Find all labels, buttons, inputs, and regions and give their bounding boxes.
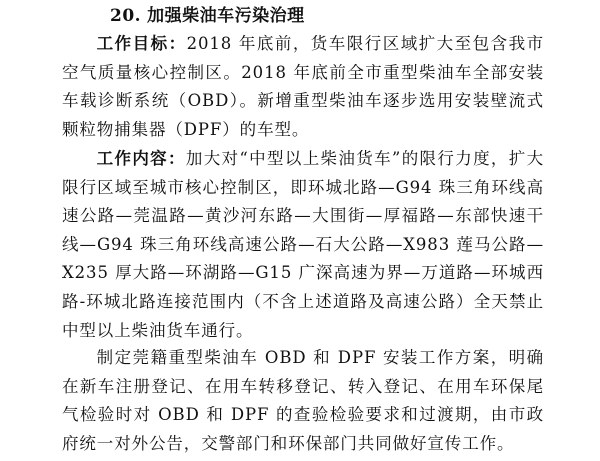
section-title: 加强柴油车污染治理 — [147, 6, 305, 26]
work-content-paragraph — [62, 145, 544, 345]
work-goal-label: 工作目标： — [96, 34, 187, 53]
installation-plan-text: 制定莞籍重型柴油车 OBD 和 DPF 安装工作方案，明确在新车注册登记、在用车转移登记、转入登记、在用车环保尾气检验时对 OBD 和 DPF 的查验检验要求和过渡期，由市政府统一对外公告，交警部门和环保部门共同做好宣传工作。 — [62, 348, 544, 453]
work-content-text: 加大对“中型以上柴油货车”的限行力度，扩大限行区域至城市核心控制区，即环城北路—G94 珠三角环线高速公路—莞温路—黄沙河东路—大围街—厚福路—东部快速干线—G94 珠三角环线高速公路—石大公路—X983 莲马公路—X235 厚大路—环湖路—G15 广深高速为界—万道路—环城西路-环城北路连接范围内（不含上述道路及高速公路）全天禁止中型以上柴油货车通行。 — [62, 149, 544, 340]
work-goal-text: 2018 年底前，货车限行区域扩大至包含我市空气质量核心控制区。2018 年底前全市重型柴油车全部安装车载诊断系统（OBD）。新增重型柴油车逐步选用安装壁流式颗粒物捕集器（DPF）的车型。 — [62, 34, 544, 139]
work-goal-paragraph — [62, 30, 544, 144]
section-number: 20. — [110, 6, 142, 26]
section-heading — [110, 2, 305, 30]
installation-plan-paragraph — [62, 344, 544, 458]
work-content-label: 工作内容： — [96, 149, 186, 168]
